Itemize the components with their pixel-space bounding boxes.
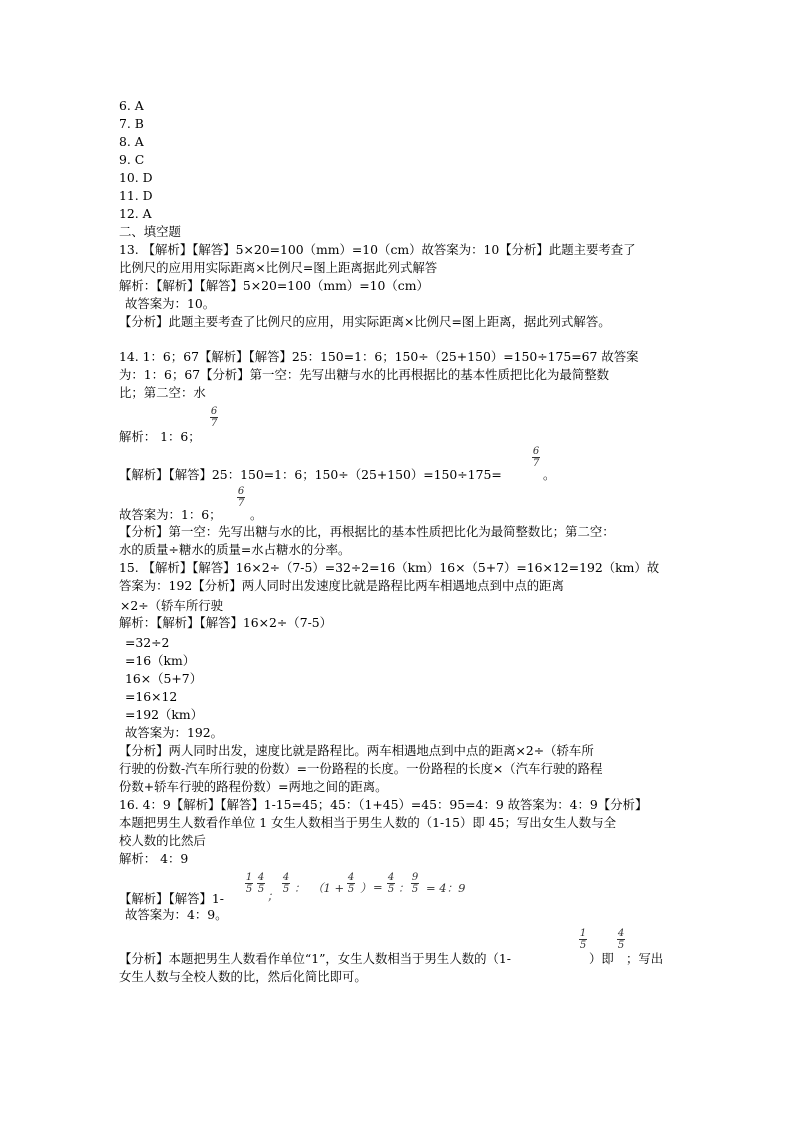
q16-line: 校人数的比然后 (119, 833, 206, 848)
fraction-nine-fifths: 9 5 (411, 872, 419, 895)
answer-12: 12. A (119, 206, 152, 221)
q14-period: 。 (543, 467, 556, 482)
q14-line: 【分析】第一空：先写出糖与水的比，再根据比的基本性质把比化为最简整数比；第二空： (119, 524, 615, 539)
q15-line: =16×12 (125, 689, 178, 704)
q16-line: 女生人数与全校人数的比，然后化简比即可。 (119, 969, 367, 984)
q15-line: 故答案为：192。 (125, 725, 223, 740)
q15-line: =192（km） (125, 707, 204, 722)
fraction-four-fifths: 4 5 (617, 928, 625, 951)
q13-line: 故答案为：10。 (125, 296, 216, 311)
answer-7: 7. B (119, 116, 144, 131)
fraction-four-fifths: 4 5 (387, 872, 395, 895)
section-title: 二、填空题 (119, 224, 181, 239)
fraction-six-sevenths: 6 7 (210, 406, 218, 429)
q15-line: =16（km） (125, 653, 196, 668)
q15-line: 份数+轿车行驶的路程份数）=两地之间的距离。 (119, 779, 388, 794)
q15-line: 【分析】两人同时出发，速度比就是路程比。两车相遇地点到中点的距离×2÷（轿车所 (119, 743, 594, 758)
q15-line: ×2÷（轿车所行驶 (120, 598, 223, 613)
q14-line: 比；第二空：水 (119, 385, 206, 400)
q15-line: 15. 【解析】【解答】16×2÷（7-5）=32÷2=16（km）16×（5+7）=16×12=192（km）故 (119, 560, 660, 575)
math-colon: ： (398, 881, 410, 895)
q13-line: 13. 【解析】【解答】5×20=100（mm）=10（cm）故答案为：10【分析】此题主要考查了 (119, 242, 636, 257)
fraction-four-fifths: 4 5 (347, 872, 355, 895)
q16-line: 故答案为：4：9。 (125, 907, 228, 922)
fraction-four-fifths: 4 5 (257, 872, 265, 895)
q16-line: 16. 4：9【解析】【解答】1-15=45；45：（1+45）=45：95=4：9 故答案为：4：9【分析】 (119, 797, 648, 812)
q13-line: 比例尺的应用用实际距离×比例尺=图上距离据此列式解答 (119, 260, 438, 275)
q14-line: 故答案为：1：6； (119, 507, 222, 522)
math-result: = 4：9 (426, 881, 466, 895)
answer-10: 10. D (119, 170, 153, 185)
q14-line: 水的质量÷糖水的质量=水占糖水的分率。 (119, 542, 351, 557)
q15-line: 答案为：192【分析】两人同时出发速度比就是路程比两车相遇地点到中点的距离 (119, 578, 564, 593)
q13-line: 解析：【解析】【解答】5×20=100（mm）=10（cm） (119, 278, 429, 293)
q15-line: 解析：【解析】【解答】16×2÷（7-5） (119, 615, 333, 630)
q15-line: =32÷2 (125, 635, 170, 650)
q14-line: 【解析】【解答】25：150=1：6；150÷（25+150）=150÷175= (119, 467, 502, 482)
q14-line: 14. 1：6；67【解析】【解答】25：150=1：6；150÷（25+150）=150÷175=67 故答案 (119, 349, 639, 364)
q14-line: 解析： 1：6； (119, 429, 201, 444)
q16-line: 解析： 4：9 (119, 851, 189, 866)
math-colon: ： (294, 881, 306, 895)
q14-period: 。 (250, 507, 263, 522)
answer-11: 11. D (119, 188, 153, 203)
answer-6: 6. A (119, 98, 144, 113)
fraction-six-sevenths: 6 7 (532, 446, 540, 469)
answer-9: 9. C (119, 152, 145, 167)
math-close-paren: ） (360, 881, 372, 895)
answer-8: 8. A (119, 134, 144, 149)
fraction-one-fifth: 1 5 (579, 928, 587, 951)
q15-line: 16×（5+7） (125, 671, 203, 686)
q13-line: 【分析】此题主要考查了比例尺的应用，用实际距离×比例尺=图上距离，据此列式解答。 (119, 314, 611, 329)
math-sep: ； (267, 889, 279, 903)
fraction-one-fifth: 1 5 (245, 872, 253, 895)
q16-line: 本题把男生人数看作单位 1 女生人数相当于男生人数的（1-15）即 45；写出女生人数与全 (119, 815, 616, 830)
q15-line: 行驶的份数-汽车所行驶的份数）=一份路程的长度。一份路程的长度×（汽车行驶的路程 (119, 761, 603, 776)
fraction-six-sevenths: 6 7 (237, 486, 245, 509)
q16-line: 【分析】本题把男生人数看作单位“1”，女生人数相当于男生人数的（1- (119, 951, 511, 966)
q16-line: ）即 (589, 951, 614, 966)
math-equals: = (373, 880, 383, 894)
fraction-four-fifths: 4 5 (282, 872, 290, 895)
q16-line: 【解析】【解答】1- (119, 891, 224, 906)
q14-line: 为：1：6；67【分析】第一空：先写出糖与水的比再根据比的基本性质把比化为最简整数 (119, 367, 609, 382)
math-open-paren: （1 + (312, 881, 345, 895)
q16-line: ；写出 (626, 951, 664, 966)
